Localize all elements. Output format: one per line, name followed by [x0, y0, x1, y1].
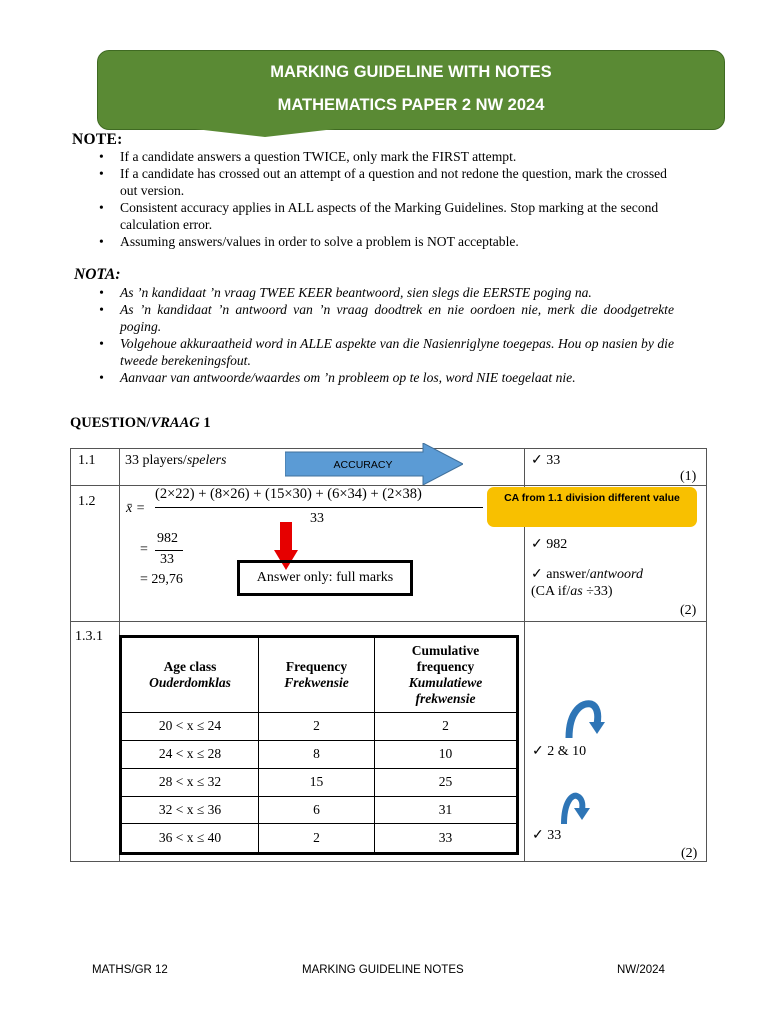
cumulative-cell: 25 [375, 768, 518, 796]
frequency-cell: 8 [259, 740, 375, 768]
age-class-cell: 32 < x ≤ 36 [121, 796, 259, 824]
footer-right: NW/2024 [617, 964, 665, 976]
q12-frac-numerator: 982 [157, 531, 178, 546]
q131-mark-2-10: ✓ 2 & 10 [532, 744, 587, 759]
note-item: • If a candidate has crossed out an attempt of a question and not redone the question, mark the crossed out version. [76, 166, 676, 199]
q12-answer-cell [119, 485, 525, 622]
accuracy-arrow [285, 443, 463, 485]
q131-mark-cell [524, 621, 707, 862]
note-item: • Consistent accuracy applies in ALL aspects of the Marking Guidelines. Stop marking at the second calculation error. [76, 200, 676, 233]
frequency-cell: 6 [259, 796, 375, 824]
frequency-table [119, 635, 519, 855]
q12-equals: = [140, 542, 148, 557]
table-row [121, 740, 518, 768]
note-item: • Assuming answers/values in order to solve a problem is NOT acceptable. [76, 234, 676, 250]
q11-score: (1) [680, 469, 697, 484]
question-heading: QUESTION/VRAAG 1 [70, 415, 211, 431]
cumulative-cell: 2 [375, 713, 518, 741]
nota-list [76, 285, 674, 387]
nota-item: • Aanvaar van antwoorde/waardes om ’n probleem op te los, word NIE toegelaat nie. [76, 370, 674, 386]
q12-mark-982: ✓ 982 [531, 537, 568, 552]
q12-small-fraction-bar [155, 550, 183, 551]
q12-number: 1.2 [78, 494, 96, 509]
nota-item: • As ’n kandidaat ’n antwoord van ’n vraag doodtrek en nie oordoen nie, merk die doodgetrekte poging. [76, 302, 674, 335]
q131-number-cell [70, 621, 120, 862]
col-cumulative: Cumulative frequency Kumulatiewe frekwensie [375, 637, 518, 713]
q12-result: = 29,76 [140, 572, 183, 587]
note-item: • If a candidate answers a question TWICE, only mark the FIRST attempt. [76, 149, 676, 165]
q131-score: (2) [681, 846, 698, 861]
col-age-class: Age class Ouderdomklas [121, 637, 259, 713]
age-class-cell: 24 < x ≤ 28 [121, 740, 259, 768]
frequency-cell: 2 [259, 824, 375, 854]
banner-title: MARKING GUIDELINE WITH NOTES [270, 63, 552, 81]
frequency-cell: 15 [259, 768, 375, 796]
q12-numerator: (2×22) + (8×26) + (15×30) + (6×34) + (2×38) [155, 486, 422, 502]
ca-note: CA from 1.1 division different value [487, 487, 697, 527]
note-title: NOTE: [72, 131, 123, 148]
table-header-row [121, 637, 518, 713]
cumulative-cell: 31 [375, 796, 518, 824]
q12-mark-answer: ✓ answer/antwoord [531, 567, 643, 582]
table-row [121, 768, 518, 796]
curved-arrow-icon [560, 790, 590, 826]
age-class-cell: 20 < x ≤ 24 [121, 713, 259, 741]
q12-fraction-bar [155, 507, 483, 508]
cumulative-cell: 10 [375, 740, 518, 768]
banner-subtitle: MATHEMATICS PAPER 2 NW 2024 [277, 96, 545, 114]
footer-left: MATHS/GR 12 [92, 964, 168, 976]
table-row [121, 796, 518, 824]
nota-title: NOTA: [74, 266, 121, 283]
nota-item: • Volgehoue akkuraatheid word in ALLE aspekte van die Nasienriglyne toegepas. Hou op nasien by die tweede berekeningsfout. [76, 336, 674, 369]
footer-center: MARKING GUIDELINE NOTES [302, 964, 464, 976]
header-banner [97, 50, 725, 130]
q11-number: 1.1 [78, 453, 96, 468]
answer-only-note: Answer only: full marks [237, 560, 413, 596]
age-class-cell: 36 < x ≤ 40 [121, 824, 259, 854]
note-list [76, 149, 676, 251]
curved-arrow-icon [565, 698, 605, 742]
q11-answer: 33 players/spelers [125, 453, 227, 468]
q12-xbar: x̄ = [126, 501, 146, 516]
accuracy-label: ACCURACY [333, 459, 393, 471]
q12-denominator: 33 [310, 511, 324, 526]
table-row [121, 713, 518, 741]
q12-frac-denominator: 33 [160, 552, 174, 567]
col-frequency: Frequency Frekwensie [259, 637, 375, 713]
age-class-cell: 28 < x ≤ 32 [121, 768, 259, 796]
q131-number: 1.3.1 [75, 629, 103, 644]
table-row [121, 824, 518, 854]
nota-item: • As ’n kandidaat ’n vraag TWEE KEER beantwoord, sien slegs die EERSTE poging na. [76, 285, 674, 301]
q11-mark: ✓ 33 [531, 453, 561, 468]
q131-mark-33: ✓ 33 [532, 828, 562, 843]
banner-tail [195, 129, 335, 137]
frequency-cell: 2 [259, 713, 375, 741]
cumulative-cell: 33 [375, 824, 518, 854]
q12-mark-ca: (CA if/as ÷33) [531, 584, 613, 599]
q12-score: (2) [680, 603, 697, 618]
